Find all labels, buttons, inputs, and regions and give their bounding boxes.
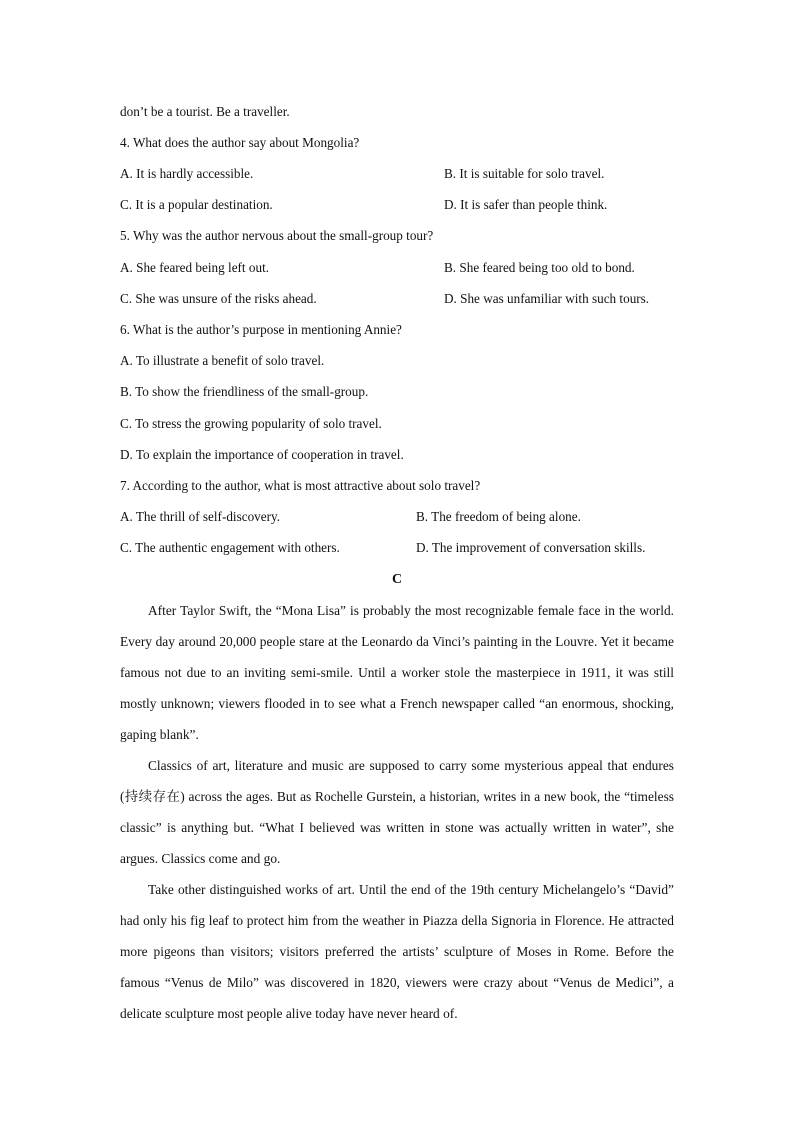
question-4-option-b: B. It is suitable for solo travel.	[444, 166, 605, 181]
question-5-option-a: A. She feared being left out.	[120, 260, 270, 275]
question-4-stem: 4. What does the author say about Mongolia?	[120, 135, 360, 150]
question-5-option-c: C. She was unsure of the risks ahead.	[120, 291, 317, 306]
question-7-stem: 7. According to the author, what is most attractive about solo travel?	[120, 478, 481, 493]
question-7-option-a: A. The thrill of self-discovery.	[120, 509, 281, 524]
question-7-option-d: D. The improvement of conversation skills.	[416, 540, 646, 555]
passage-end-line: don’t be a tourist. Be a traveller.	[120, 104, 290, 119]
question-6-option-a: A. To illustrate a benefit of solo travel.	[120, 353, 325, 368]
question-5-stem: 5. Why was the author nervous about the small-group tour?	[120, 228, 434, 243]
passage-paragraph-3: Take other distinguished works of art. Until the end of the 19th century Michelangelo’s “David” had only his fig leaf to protect him from the weather in Piazza della Signoria in Florence. He attracted more pigeons than visitors; visitors preferred the artists’ sculpture of Moses in Rome. Before the famous “Venus de Milo” was discovered in 1820, viewers were crazy about “Venus de Medici”, a delicate sculpture most people alive today have never heard of.	[120, 882, 674, 1021]
question-7-option-c: C. The authentic engagement with others.	[120, 540, 340, 555]
question-6-stem: 6. What is the author’s purpose in mentioning Annie?	[120, 322, 402, 337]
section-heading: C	[391, 572, 403, 587]
passage-body	[120, 595, 674, 1029]
question-6-option-b: B. To show the friendliness of the small-group.	[120, 384, 369, 399]
question-6-option-d: D. To explain the importance of cooperation in travel.	[120, 447, 404, 462]
question-4-option-a: A. It is hardly accessible.	[120, 166, 254, 181]
question-6-option-c: C. To stress the growing popularity of solo travel.	[120, 416, 382, 431]
passage-paragraph-2: Classics of art, literature and music are supposed to carry some mysterious appeal that endures (持续存在) across the ages. But as Rochelle Gurstein, a historian, writes in a new book, the “timeless classic” is anything but. “What I believed was written in stone was actually written in water”, she argues. Classics come and go.	[120, 758, 674, 866]
question-5-option-b: B. She feared being too old to bond.	[444, 260, 635, 275]
question-5-option-d: D. She was unfamiliar with such tours.	[444, 291, 650, 306]
question-4-option-c: C. It is a popular destination.	[120, 197, 273, 212]
passage-paragraph-1: After Taylor Swift, the “Mona Lisa” is probably the most recognizable female face in the world. Every day around 20,000 people stare at the Leonardo da Vinci’s painting in the Louvre. Yet it became famous not due to an inviting semi-smile. Until a worker stole the masterpiece in 1911, it was still mostly unknown; viewers flooded in to see what a French newspaper called “an enormous, shocking, gaping blank”.	[120, 603, 674, 742]
question-4-option-d: D. It is safer than people think.	[444, 197, 608, 212]
question-7-option-b: B. The freedom of being alone.	[416, 509, 581, 524]
